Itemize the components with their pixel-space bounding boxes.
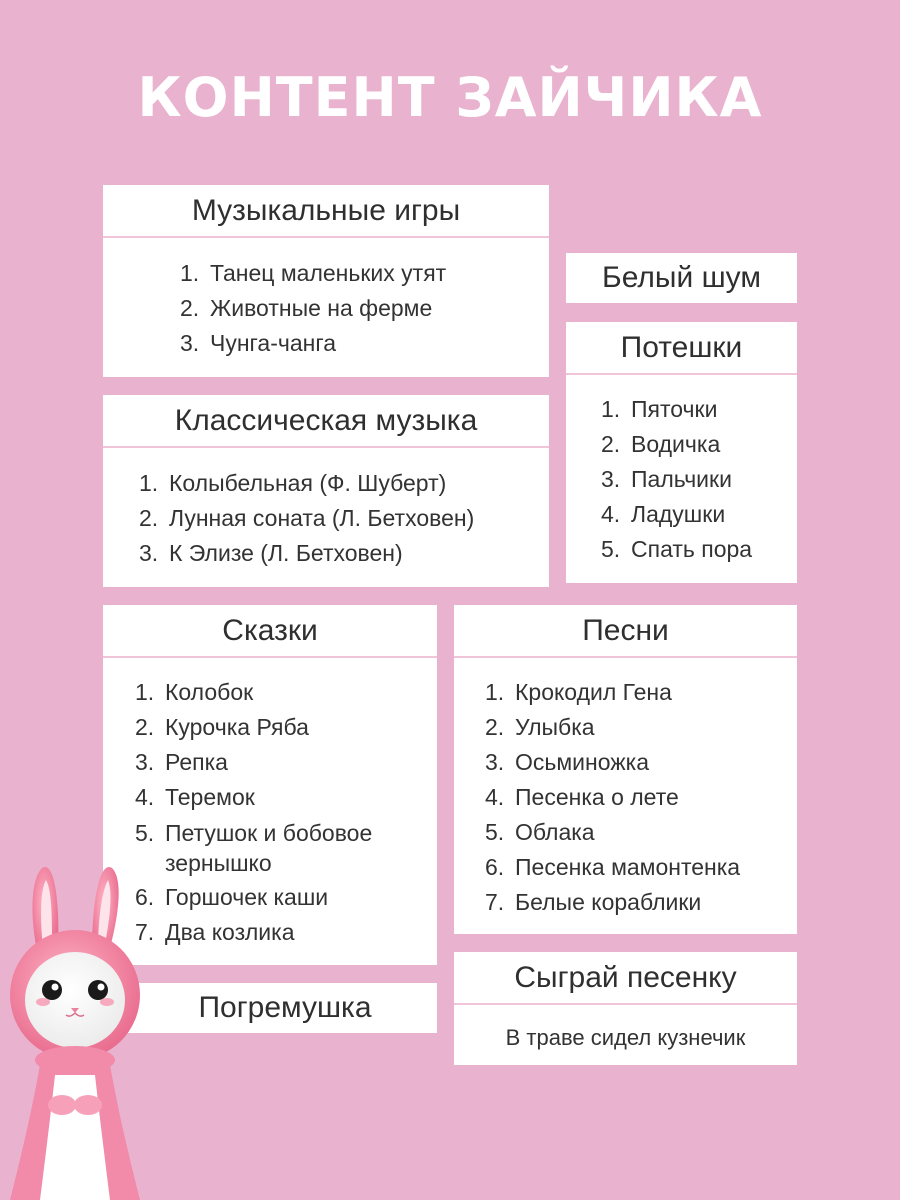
list-item: 3. Осьминожка	[485, 749, 650, 775]
list-item: 1. Крокодил Гена	[485, 679, 672, 705]
play-song-text: В траве сидел кузнечик	[505, 1025, 746, 1050]
card-music-games	[103, 185, 549, 377]
card-heading: Музыкальные игры	[103, 185, 549, 238]
list-item: 7. Два козлика	[135, 919, 295, 945]
list-item: 5. Спать пора	[601, 536, 753, 562]
card-heading: Погремушка	[198, 991, 372, 1024]
list-item: 3. К Элизе (Л. Бетховен)	[139, 540, 403, 566]
card-heading: Классическая музыка	[103, 395, 549, 448]
list-item: 1. Колыбельная (Ф. Шуберт)	[139, 470, 447, 496]
card-classical-music	[103, 395, 549, 587]
card-songs	[454, 605, 797, 934]
list-item: 7. Белые кораблики	[485, 889, 702, 915]
card-poteshki	[566, 322, 797, 583]
list-item: 2. Водичка	[601, 431, 721, 457]
bunny-toy-illustration	[0, 860, 150, 1200]
list-item: 5. Петушок и бобовое зернышко	[135, 820, 373, 876]
list-item: 1. Танец маленьких утят	[180, 260, 447, 286]
item-list	[566, 375, 797, 567]
list-item: 4. Ладушки	[601, 501, 726, 527]
list-item: 6. Горшочек каши	[135, 884, 329, 910]
item-list	[103, 658, 437, 950]
card-heading: Потешки	[566, 322, 797, 375]
item-list	[103, 238, 549, 361]
card-heading: Белый шум	[602, 261, 761, 294]
list-item: 1. Пяточки	[601, 396, 718, 422]
page-title: КОНТЕНТ ЗАЙЧИКА	[137, 66, 763, 129]
list-item: 2. Улыбка	[485, 714, 595, 740]
item-list	[103, 448, 549, 571]
list-item: 6. Песенка мамонтенка	[485, 854, 741, 880]
list-item: 4. Теремок	[135, 784, 255, 810]
card-fairy-tales	[103, 605, 437, 965]
card-rattle	[103, 983, 437, 1033]
list-item: 2. Лунная соната (Л. Бетховен)	[139, 505, 475, 531]
list-item: 3. Репка	[135, 749, 228, 775]
list-item: 2. Животные на ферме	[180, 295, 433, 321]
list-item: 2. Курочка Ряба	[135, 714, 309, 740]
list-item: 3. Пальчики	[601, 466, 732, 492]
list-item: 1. Колобок	[135, 679, 254, 705]
card-play-song	[454, 952, 797, 1065]
card-white-noise	[566, 253, 797, 303]
list-item: 5. Облака	[485, 819, 595, 845]
list-item: 3. Чунга-чанга	[180, 330, 337, 356]
card-heading: Сказки	[103, 605, 437, 658]
item-list	[454, 658, 797, 920]
card-heading: Песни	[454, 605, 797, 658]
list-item: 4. Песенка о лете	[485, 784, 679, 810]
card-heading: Сыграй песенку	[454, 952, 797, 1005]
